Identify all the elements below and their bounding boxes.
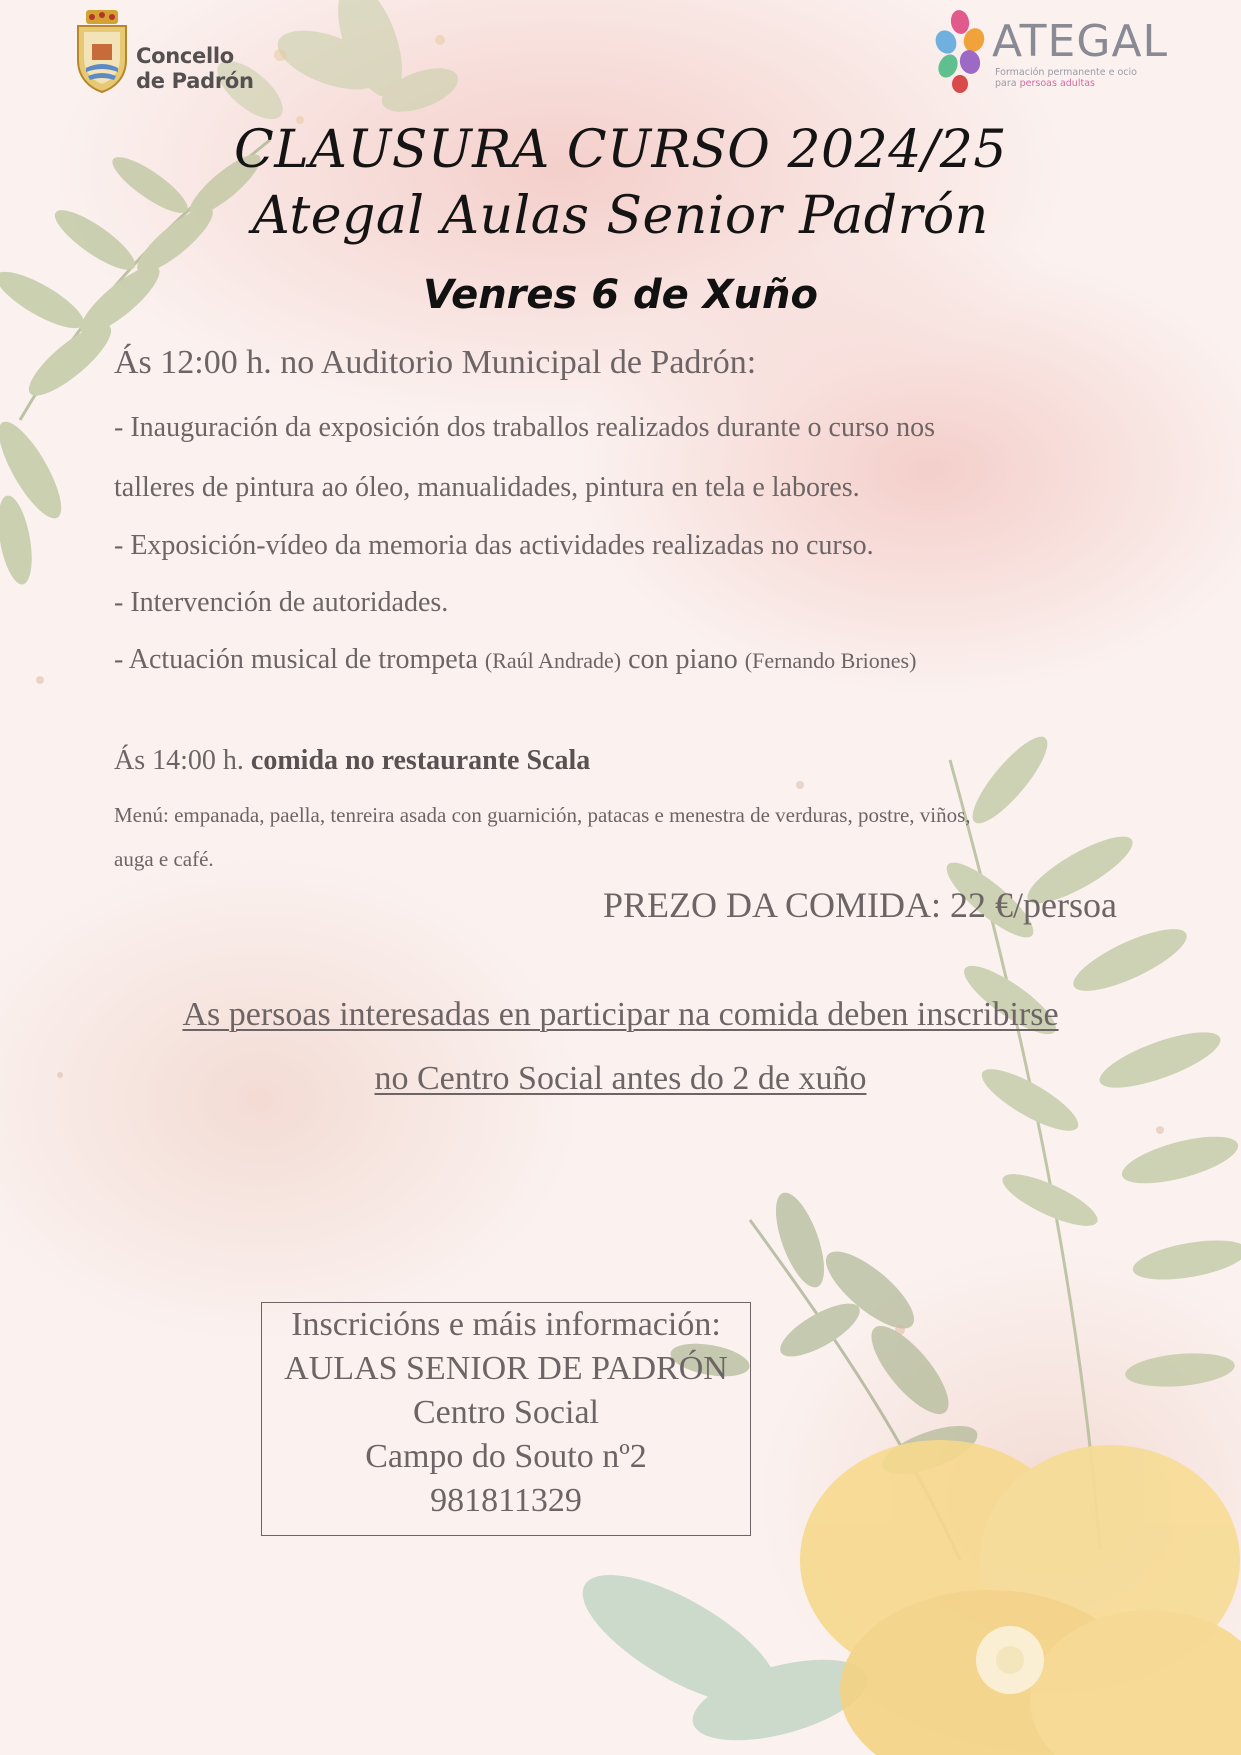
- program-item-3: - Intervención de autoridades.: [114, 587, 449, 618]
- ategal-logo: [930, 6, 1170, 96]
- trumpet-performer: (Raúl Andrade): [484, 648, 622, 673]
- registration-notice-line1: [0, 996, 1241, 1034]
- lunch-time: Ás 14:00 h.: [114, 745, 251, 776]
- program-item-2: - Exposición-vídeo da memoria das actividades realizadas no curso.: [114, 530, 874, 561]
- ategal-mark-icon: [930, 6, 990, 94]
- registration-notice-text2: no Centro Social antes do 2 de xuño: [374, 1060, 867, 1097]
- ategal-tagline: [995, 67, 1137, 89]
- program-item-1-line1: - Inauguración da exposición dos traballos realizados durante o curso nos: [114, 412, 936, 443]
- piano-performer: (Fernando Briones): [744, 648, 917, 673]
- registration-notice-line2: [0, 1060, 1241, 1098]
- concello-logo-text: [136, 44, 254, 94]
- menu-line-1: Menú: empanada, paella, tenreira asada con guarnición, patacas e menestra de verduras, postre, viños,: [114, 803, 971, 827]
- subtitle: Ategal Aulas Senior Padrón: [252, 186, 989, 246]
- concello-logo-line2: de Padrón: [136, 69, 254, 93]
- program-item-4-text: - Actuación musical de trompeta: [114, 644, 485, 675]
- lunch-heading: [114, 745, 590, 777]
- concello-padron-logo: [74, 8, 274, 98]
- info-address: Campo do Souto nº2: [365, 1438, 647, 1475]
- coat-of-arms-icon: [74, 8, 130, 94]
- registration-notice-text1: As persoas interesadas en participar na comida deben inscribirse: [182, 996, 1059, 1033]
- lunch-price: PREZO DA COMIDA: 22 €/persoa: [603, 885, 1117, 925]
- ategal-tagline-accent: persoas adultas: [1019, 78, 1095, 89]
- concello-logo-line1: Concello: [136, 44, 234, 68]
- ategal-tagline-line2: [995, 78, 1137, 89]
- ategal-tagline-prefix: para: [995, 78, 1017, 89]
- info-organization: AULAS SENIOR DE PADRÓN: [284, 1350, 728, 1387]
- ategal-tagline-line1: Formación permanente e ocio: [995, 67, 1137, 78]
- menu-line-2: auga e café.: [114, 847, 214, 871]
- contact-info-box: [261, 1302, 751, 1536]
- info-venue: Centro Social: [412, 1394, 600, 1431]
- info-phone: 981811329: [430, 1482, 582, 1519]
- info-heading: Inscricións e máis información:: [291, 1306, 721, 1343]
- lunch-venue: comida no restaurante Scala: [250, 745, 591, 776]
- program-item-1-line2: talleres de pintura ao óleo, manualidades, pintura en tela e labores.: [114, 472, 860, 503]
- morning-heading: Ás 12:00 h. no Auditorio Municipal de Padrón:: [114, 344, 757, 381]
- program-item-4: [114, 644, 916, 676]
- event-date: Venres 6 de Xuño: [423, 272, 818, 318]
- program-item-4-text2: con piano: [621, 644, 745, 675]
- main-title: CLAUSURA CURSO 2024/25: [234, 120, 1007, 180]
- ategal-logo-name: ATEGAL: [992, 16, 1169, 67]
